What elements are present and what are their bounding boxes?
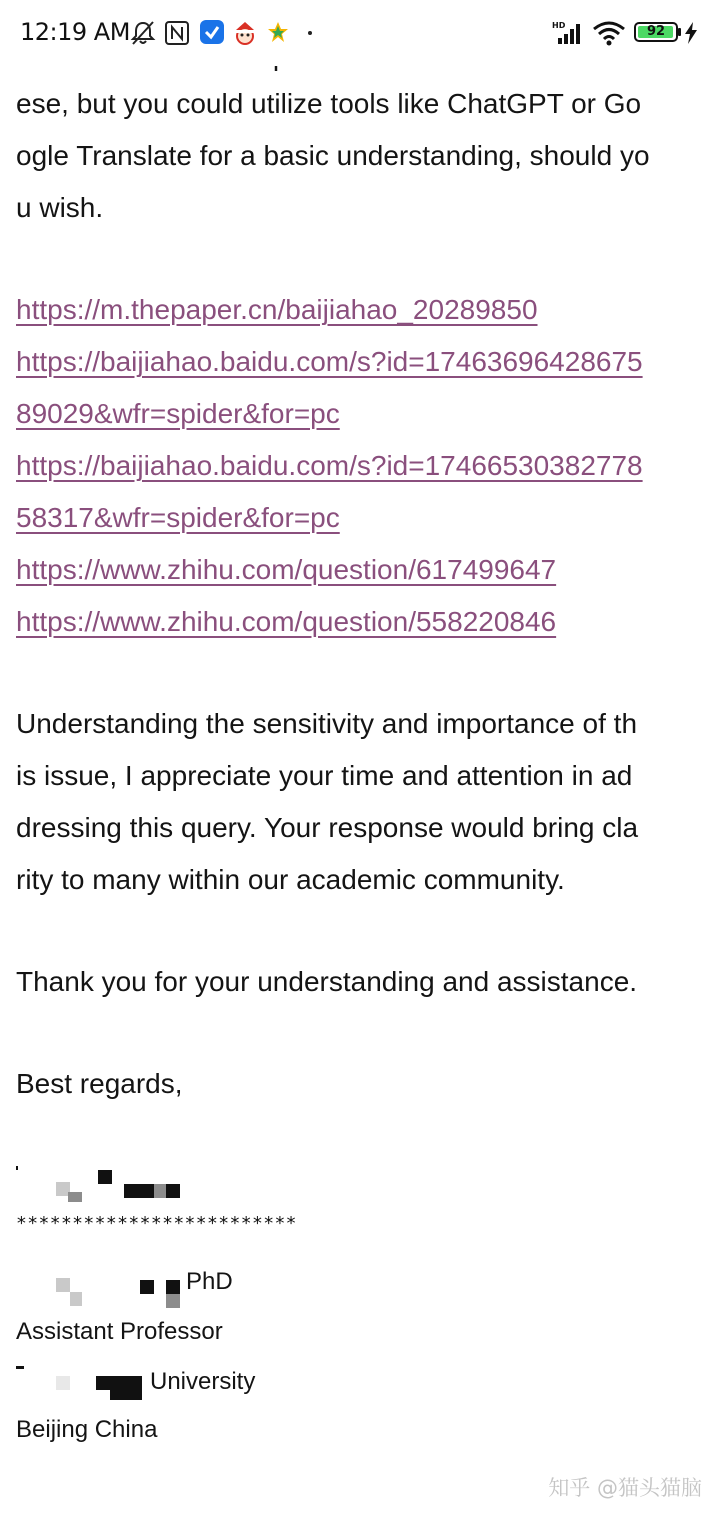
sign-off: Best regards, [16,1068,183,1099]
intro-line-1: ese, but you could utilize tools like ChatGPT or Go [16,88,642,119]
link-zhihu-2[interactable]: https://www.zhihu.com/question/558220846 [16,606,557,637]
link-baidu-1-part-1[interactable]: https://baijiahao.baidu.com/s?id=17463696428675 [16,346,643,377]
signal-icon [552,20,586,50]
status-time: 12:19 AM [20,18,130,46]
signature-title: Assistant Professor [16,1318,223,1345]
intro-line-3: u wish. [16,192,104,223]
redacted-university-line [16,1356,336,1408]
nfc-icon [164,20,190,50]
status-bar [0,0,720,66]
santa-app-icon [232,20,258,50]
signature-separator: ************************* [16,1213,297,1234]
link-baidu-1-part-2[interactable]: 89029&wfr=spider&for=pc [16,398,340,429]
network-label: HD [552,21,566,30]
more-notifications-dot [308,31,312,35]
redacted-name [16,1160,216,1200]
link-zhihu-1[interactable]: https://www.zhihu.com/question/617499647 [16,554,557,585]
closing-line-3: dressing this query. Your response would bring cla [16,812,639,843]
link-baidu-2-part-1[interactable]: https://baijiahao.baidu.com/s?id=17466530382778 [16,450,643,481]
charging-bolt-icon [684,22,698,48]
signature-location: Beijing China [16,1416,158,1443]
link-thepaper[interactable]: https://m.thepaper.cn/baijiahao_20289850 [16,294,538,325]
signature-university: University [150,1368,256,1395]
watermark: 知乎 @猫头猫脑 [548,1476,702,1500]
link-baidu-2-part-2[interactable]: 58317&wfr=spider&for=pc [16,502,340,533]
intro-line-2: ogle Translate for a basic understanding, should yo [16,140,650,171]
signature-degree: PhD [186,1268,233,1295]
closing-line-2: is issue, I appreciate your time and attention in ad [16,760,633,791]
wifi-icon [592,20,626,50]
thanks-line: Thank you for your understanding and assistance. [16,966,638,997]
bell-muted-icon [130,20,156,50]
battery-level: 92 [646,24,666,39]
closing-line-4: rity to many within our academic community. [16,864,565,895]
closing-line-1: Understanding the sensitivity and importance of th [16,708,638,739]
app-notification-icon [200,20,224,48]
star-app-icon [266,20,290,48]
